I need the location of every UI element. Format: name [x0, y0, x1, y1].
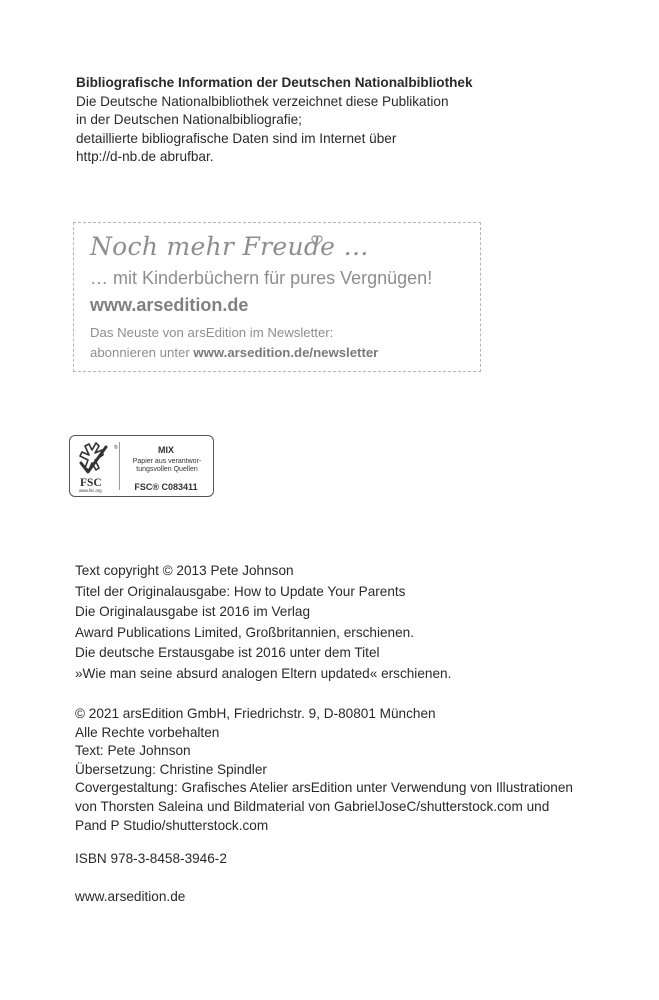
website-link[interactable]: www.arsedition.de — [75, 889, 186, 904]
newsletter-link[interactable]: www.arsedition.de/newsletter — [193, 345, 379, 360]
biblio-heading: Bibliografische Information der Deutschen Nationalbibliothek — [76, 75, 473, 90]
copyright-line: Die Originalausgabe ist 2016 im Verlag — [75, 604, 311, 620]
imprint-line: Covergestaltung: Grafisches Atelier arsEdition unter Verwendung von Illustrationen — [75, 780, 573, 796]
fsc-paper-line: tungsvollen Quellen — [136, 466, 198, 473]
promo-website-link[interactable]: www.arsedition.de — [90, 295, 249, 315]
imprint-line: © 2021 arsEdition GmbH, Friedrichstr. 9, D-80801 München — [75, 706, 436, 721]
newsletter-line: Das Neuste von arsEdition im Newsletter: — [90, 325, 334, 340]
imprint-line: Alle Rechte vorbehalten — [75, 724, 220, 740]
heart-icon — [311, 233, 323, 251]
isbn: ISBN 978-3-8458-3946-2 — [75, 851, 227, 866]
imprint-line: von Thorsten Saleina und Bildmaterial von GabrielJoseC/shutterstock.com und — [75, 798, 550, 814]
imprint-line: Text: Pete Johnson — [75, 743, 191, 759]
fsc-logo-url: www.fsc.org — [79, 488, 102, 493]
copyright-line: Titel der Originalausgabe: How to Update Your Parents — [75, 583, 406, 599]
promo-headline: Noch mehr Freude … — [90, 232, 369, 261]
fsc-paper-line: Papier aus verantwor- — [132, 458, 202, 465]
fsc-paper-info — [123, 458, 211, 474]
biblio-line: Die Deutsche Nationalbibliothek verzeichnet diese Publikation — [76, 93, 449, 109]
svg-text:®: ® — [114, 445, 118, 451]
imprint-line: Übersetzung: Christine Spindler — [75, 761, 267, 777]
biblio-line: in der Deutschen Nationalbibliografie; — [76, 112, 302, 128]
fsc-license-code: FSC® C083411 — [134, 482, 198, 492]
biblio-line: http://d-nb.de abrufbar. — [76, 149, 214, 165]
fsc-logo-text: FSC — [80, 477, 102, 489]
fsc-mix: MIX — [157, 445, 174, 455]
promo-tagline: … mit Kinderbüchern für pures Vergnügen! — [90, 268, 433, 288]
copyright-line: Die deutsche Erstausgabe ist 2016 unter dem Titel — [75, 645, 380, 661]
fsc-tree-icon — [76, 441, 120, 498]
fsc-label — [69, 435, 214, 497]
imprint-line: Pand P Studio/shutterstock.com — [75, 817, 269, 833]
newsletter-info — [90, 323, 378, 363]
imprint-info — [75, 705, 573, 835]
newsletter-prefix: abonnieren unter — [90, 345, 194, 360]
bibliographic-info — [76, 74, 473, 167]
copyright-line: Text copyright © 2013 Pete Johnson — [75, 563, 294, 578]
biblio-line: detaillierte bibliografische Daten sind im Internet über — [76, 130, 397, 146]
newsletter-line — [90, 343, 378, 363]
copyright-line: Award Publications Limited, Großbritannien, erschienen. — [75, 624, 415, 640]
promo-box — [73, 222, 481, 372]
copyright-line: »Wie man seine absurd analogen Eltern updated« erschienen. — [75, 665, 452, 681]
copyright-info — [75, 561, 451, 685]
